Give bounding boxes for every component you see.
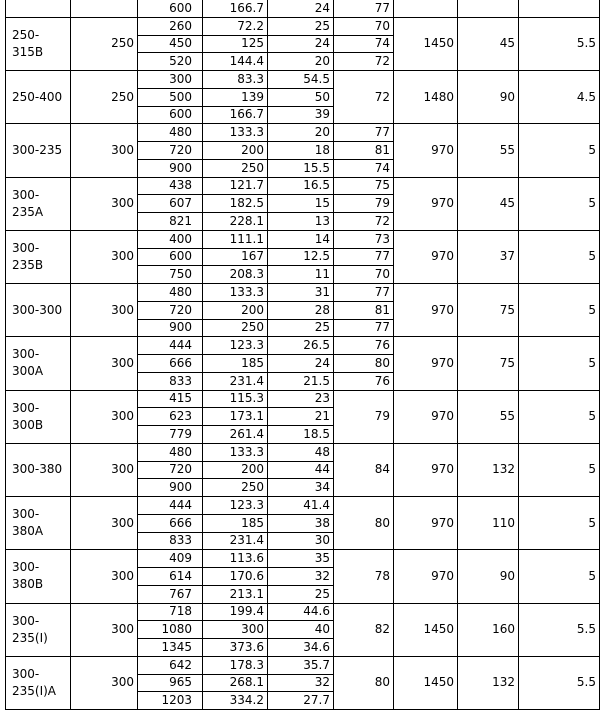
flow-m3h-cell: 614 (138, 568, 203, 586)
pump-spec-table (5, 0, 600, 710)
flow-m3h-cell: 1345 (138, 639, 203, 657)
flow-m3h-cell: 720 (138, 301, 203, 319)
head-cell: 21.5 (268, 372, 334, 390)
flow-ls-cell: 182.5 (203, 195, 268, 213)
head-cell: 21 (268, 408, 334, 426)
table-row (6, 177, 600, 195)
efficiency-cell: 84 (334, 443, 394, 496)
model-cell: 300-235B (6, 230, 71, 283)
efficiency-cell: 79 (334, 390, 394, 443)
speed-cell: 1450 (394, 17, 458, 70)
table-row (6, 443, 600, 461)
head-cell: 31 (268, 284, 334, 302)
head-cell: 25 (268, 17, 334, 35)
model-cell (6, 0, 71, 17)
flow-m3h-cell: 480 (138, 284, 203, 302)
efficiency-cell: 72 (334, 71, 394, 124)
head-cell: 26.5 (268, 337, 334, 355)
efficiency-cell: 80 (334, 656, 394, 709)
flow-m3h-cell: 607 (138, 195, 203, 213)
flow-ls-cell: 83.3 (203, 71, 268, 89)
table-row (6, 550, 600, 568)
head-cell: 18 (268, 142, 334, 160)
efficiency-cell: 70 (334, 17, 394, 35)
power-cell: 90 (458, 71, 519, 124)
efficiency-cell: 76 (334, 337, 394, 355)
efficiency-cell: 77 (334, 124, 394, 142)
flow-m3h-cell: 750 (138, 266, 203, 284)
head-cell: 18.5 (268, 426, 334, 444)
head-cell: 35.7 (268, 656, 334, 674)
npsh-cell: 5 (519, 230, 600, 283)
head-cell: 25 (268, 585, 334, 603)
flow-ls-cell: 125 (203, 35, 268, 53)
speed-cell: 970 (394, 443, 458, 496)
flow-ls-cell: 139 (203, 88, 268, 106)
efficiency-cell: 72 (334, 53, 394, 71)
table-row (6, 284, 600, 302)
model-cell: 300-235(I) (6, 603, 71, 656)
flow-ls-cell: 133.3 (203, 124, 268, 142)
speed-cell: 970 (394, 497, 458, 550)
efficiency-cell: 74 (334, 159, 394, 177)
speed-cell: 1450 (394, 603, 458, 656)
efficiency-cell: 77 (334, 319, 394, 337)
flow-m3h-cell: 623 (138, 408, 203, 426)
flow-m3h-cell: 480 (138, 443, 203, 461)
efficiency-cell: 76 (334, 372, 394, 390)
flow-m3h-cell: 300 (138, 71, 203, 89)
flow-ls-cell: 113.6 (203, 550, 268, 568)
head-cell: 34.6 (268, 639, 334, 657)
table-row (6, 497, 600, 515)
head-cell: 13 (268, 213, 334, 231)
flow-ls-cell: 133.3 (203, 284, 268, 302)
npsh-cell: 5 (519, 390, 600, 443)
flow-m3h-cell: 718 (138, 603, 203, 621)
efficiency-cell: 81 (334, 301, 394, 319)
flow-ls-cell: 111.1 (203, 230, 268, 248)
efficiency-cell: 70 (334, 266, 394, 284)
head-cell: 44 (268, 461, 334, 479)
npsh-cell: 5.5 (519, 603, 600, 656)
npsh-cell: 5 (519, 177, 600, 230)
flow-ls-cell: 228.1 (203, 213, 268, 231)
table-row (6, 230, 600, 248)
flow-m3h-cell: 821 (138, 213, 203, 231)
flow-ls-cell: 250 (203, 479, 268, 497)
head-cell: 34 (268, 479, 334, 497)
model-cell: 300-235(I)A (6, 656, 71, 709)
head-cell: 24 (268, 355, 334, 373)
power-cell: 160 (458, 603, 519, 656)
table-row (6, 0, 600, 17)
flow-ls-cell: 208.3 (203, 266, 268, 284)
table-row (6, 656, 600, 674)
flow-m3h-cell: 900 (138, 159, 203, 177)
efficiency-cell: 82 (334, 603, 394, 656)
head-cell: 32 (268, 674, 334, 692)
flow-m3h-cell: 720 (138, 142, 203, 160)
flow-m3h-cell: 480 (138, 124, 203, 142)
flow-m3h-cell: 900 (138, 479, 203, 497)
speed-cell: 970 (394, 284, 458, 337)
head-cell: 35 (268, 550, 334, 568)
npsh-cell (519, 0, 600, 17)
model-cell: 300-380B (6, 550, 71, 603)
dia-cell (71, 0, 138, 17)
flow-m3h-cell: 1080 (138, 621, 203, 639)
flow-m3h-cell: 642 (138, 656, 203, 674)
power-cell: 132 (458, 443, 519, 496)
head-cell: 50 (268, 88, 334, 106)
efficiency-cell: 78 (334, 550, 394, 603)
flow-m3h-cell: 400 (138, 230, 203, 248)
power-cell: 55 (458, 390, 519, 443)
flow-m3h-cell: 965 (138, 674, 203, 692)
table-row (6, 390, 600, 408)
flow-m3h-cell: 833 (138, 372, 203, 390)
flow-ls-cell: 199.4 (203, 603, 268, 621)
speed-cell: 1480 (394, 71, 458, 124)
flow-ls-cell: 115.3 (203, 390, 268, 408)
dia-cell: 300 (71, 337, 138, 390)
flow-ls-cell: 231.4 (203, 372, 268, 390)
efficiency-cell: 81 (334, 142, 394, 160)
efficiency-cell: 77 (334, 0, 394, 17)
flow-ls-cell: 185 (203, 355, 268, 373)
power-cell: 45 (458, 17, 519, 70)
dia-cell: 300 (71, 656, 138, 709)
efficiency-cell: 80 (334, 355, 394, 373)
npsh-cell: 5.5 (519, 656, 600, 709)
flow-ls-cell: 231.4 (203, 532, 268, 550)
table-row (6, 71, 600, 89)
head-cell: 23 (268, 390, 334, 408)
model-cell: 300-300 (6, 284, 71, 337)
power-cell: 55 (458, 124, 519, 177)
npsh-cell: 5.5 (519, 17, 600, 70)
npsh-cell: 5 (519, 124, 600, 177)
dia-cell: 300 (71, 177, 138, 230)
flow-ls-cell: 268.1 (203, 674, 268, 692)
flow-m3h-cell: 520 (138, 53, 203, 71)
flow-ls-cell: 123.3 (203, 497, 268, 515)
flow-ls-cell: 133.3 (203, 443, 268, 461)
speed-cell (394, 0, 458, 17)
flow-ls-cell: 185 (203, 514, 268, 532)
table-row (6, 124, 600, 142)
head-cell: 39 (268, 106, 334, 124)
table-row (6, 603, 600, 621)
dia-cell: 300 (71, 390, 138, 443)
npsh-cell: 5 (519, 497, 600, 550)
flow-ls-cell: 213.1 (203, 585, 268, 603)
flow-m3h-cell: 444 (138, 497, 203, 515)
flow-ls-cell: 178.3 (203, 656, 268, 674)
head-cell: 16.5 (268, 177, 334, 195)
head-cell: 14 (268, 230, 334, 248)
dia-cell: 300 (71, 603, 138, 656)
head-cell: 27.7 (268, 692, 334, 710)
flow-m3h-cell: 450 (138, 35, 203, 53)
flow-m3h-cell: 833 (138, 532, 203, 550)
flow-m3h-cell: 444 (138, 337, 203, 355)
model-cell: 300-235 (6, 124, 71, 177)
model-cell: 250-400 (6, 71, 71, 124)
flow-ls-cell: 123.3 (203, 337, 268, 355)
head-cell: 20 (268, 124, 334, 142)
flow-m3h-cell: 779 (138, 426, 203, 444)
dia-cell: 300 (71, 550, 138, 603)
npsh-cell: 5 (519, 550, 600, 603)
flow-ls-cell: 373.6 (203, 639, 268, 657)
head-cell: 54.5 (268, 71, 334, 89)
efficiency-cell: 75 (334, 177, 394, 195)
flow-ls-cell: 72.2 (203, 17, 268, 35)
flow-ls-cell: 334.2 (203, 692, 268, 710)
flow-ls-cell: 300 (203, 621, 268, 639)
npsh-cell: 5 (519, 284, 600, 337)
efficiency-cell: 74 (334, 35, 394, 53)
model-cell: 300-235A (6, 177, 71, 230)
speed-cell: 970 (394, 177, 458, 230)
flow-m3h-cell: 438 (138, 177, 203, 195)
flow-m3h-cell: 900 (138, 319, 203, 337)
efficiency-cell: 77 (334, 284, 394, 302)
speed-cell: 970 (394, 550, 458, 603)
head-cell: 30 (268, 532, 334, 550)
head-cell: 24 (268, 0, 334, 17)
power-cell: 37 (458, 230, 519, 283)
npsh-cell: 4.5 (519, 71, 600, 124)
head-cell: 28 (268, 301, 334, 319)
pump-spec-body (6, 0, 600, 710)
flow-ls-cell: 166.7 (203, 106, 268, 124)
power-cell: 45 (458, 177, 519, 230)
flow-ls-cell: 144.4 (203, 53, 268, 71)
head-cell: 20 (268, 53, 334, 71)
flow-m3h-cell: 600 (138, 248, 203, 266)
head-cell: 25 (268, 319, 334, 337)
power-cell: 75 (458, 284, 519, 337)
speed-cell: 970 (394, 337, 458, 390)
flow-m3h-cell: 600 (138, 0, 203, 17)
flow-m3h-cell: 260 (138, 17, 203, 35)
head-cell: 38 (268, 514, 334, 532)
npsh-cell: 5 (519, 337, 600, 390)
flow-ls-cell: 121.7 (203, 177, 268, 195)
flow-m3h-cell: 415 (138, 390, 203, 408)
efficiency-cell: 72 (334, 213, 394, 231)
flow-m3h-cell: 720 (138, 461, 203, 479)
model-cell: 300-300B (6, 390, 71, 443)
head-cell: 44.6 (268, 603, 334, 621)
flow-m3h-cell: 666 (138, 355, 203, 373)
flow-m3h-cell: 1203 (138, 692, 203, 710)
npsh-cell: 5 (519, 443, 600, 496)
power-cell (458, 0, 519, 17)
model-cell: 300-380 (6, 443, 71, 496)
head-cell: 15.5 (268, 159, 334, 177)
dia-cell: 250 (71, 71, 138, 124)
power-cell: 132 (458, 656, 519, 709)
head-cell: 32 (268, 568, 334, 586)
flow-m3h-cell: 767 (138, 585, 203, 603)
dia-cell: 300 (71, 230, 138, 283)
model-cell: 300-380A (6, 497, 71, 550)
dia-cell: 300 (71, 284, 138, 337)
flow-m3h-cell: 500 (138, 88, 203, 106)
speed-cell: 970 (394, 390, 458, 443)
efficiency-cell: 73 (334, 230, 394, 248)
dia-cell: 300 (71, 497, 138, 550)
dia-cell: 300 (71, 443, 138, 496)
table-row (6, 17, 600, 35)
flow-m3h-cell: 600 (138, 106, 203, 124)
flow-ls-cell: 250 (203, 159, 268, 177)
head-cell: 11 (268, 266, 334, 284)
head-cell: 15 (268, 195, 334, 213)
model-cell: 250-315B (6, 17, 71, 70)
head-cell: 41.4 (268, 497, 334, 515)
power-cell: 110 (458, 497, 519, 550)
head-cell: 12.5 (268, 248, 334, 266)
flow-m3h-cell: 666 (138, 514, 203, 532)
flow-ls-cell: 200 (203, 461, 268, 479)
efficiency-cell: 77 (334, 248, 394, 266)
dia-cell: 300 (71, 124, 138, 177)
flow-ls-cell: 166.7 (203, 0, 268, 17)
efficiency-cell: 80 (334, 497, 394, 550)
power-cell: 90 (458, 550, 519, 603)
power-cell: 75 (458, 337, 519, 390)
head-cell: 40 (268, 621, 334, 639)
speed-cell: 970 (394, 230, 458, 283)
table-row (6, 337, 600, 355)
head-cell: 24 (268, 35, 334, 53)
flow-ls-cell: 200 (203, 142, 268, 160)
flow-ls-cell: 170.6 (203, 568, 268, 586)
flow-m3h-cell: 409 (138, 550, 203, 568)
model-cell: 300-300A (6, 337, 71, 390)
dia-cell: 250 (71, 17, 138, 70)
efficiency-cell: 79 (334, 195, 394, 213)
flow-ls-cell: 250 (203, 319, 268, 337)
flow-ls-cell: 200 (203, 301, 268, 319)
flow-ls-cell: 261.4 (203, 426, 268, 444)
speed-cell: 1450 (394, 656, 458, 709)
speed-cell: 970 (394, 124, 458, 177)
flow-ls-cell: 167 (203, 248, 268, 266)
flow-ls-cell: 173.1 (203, 408, 268, 426)
head-cell: 48 (268, 443, 334, 461)
